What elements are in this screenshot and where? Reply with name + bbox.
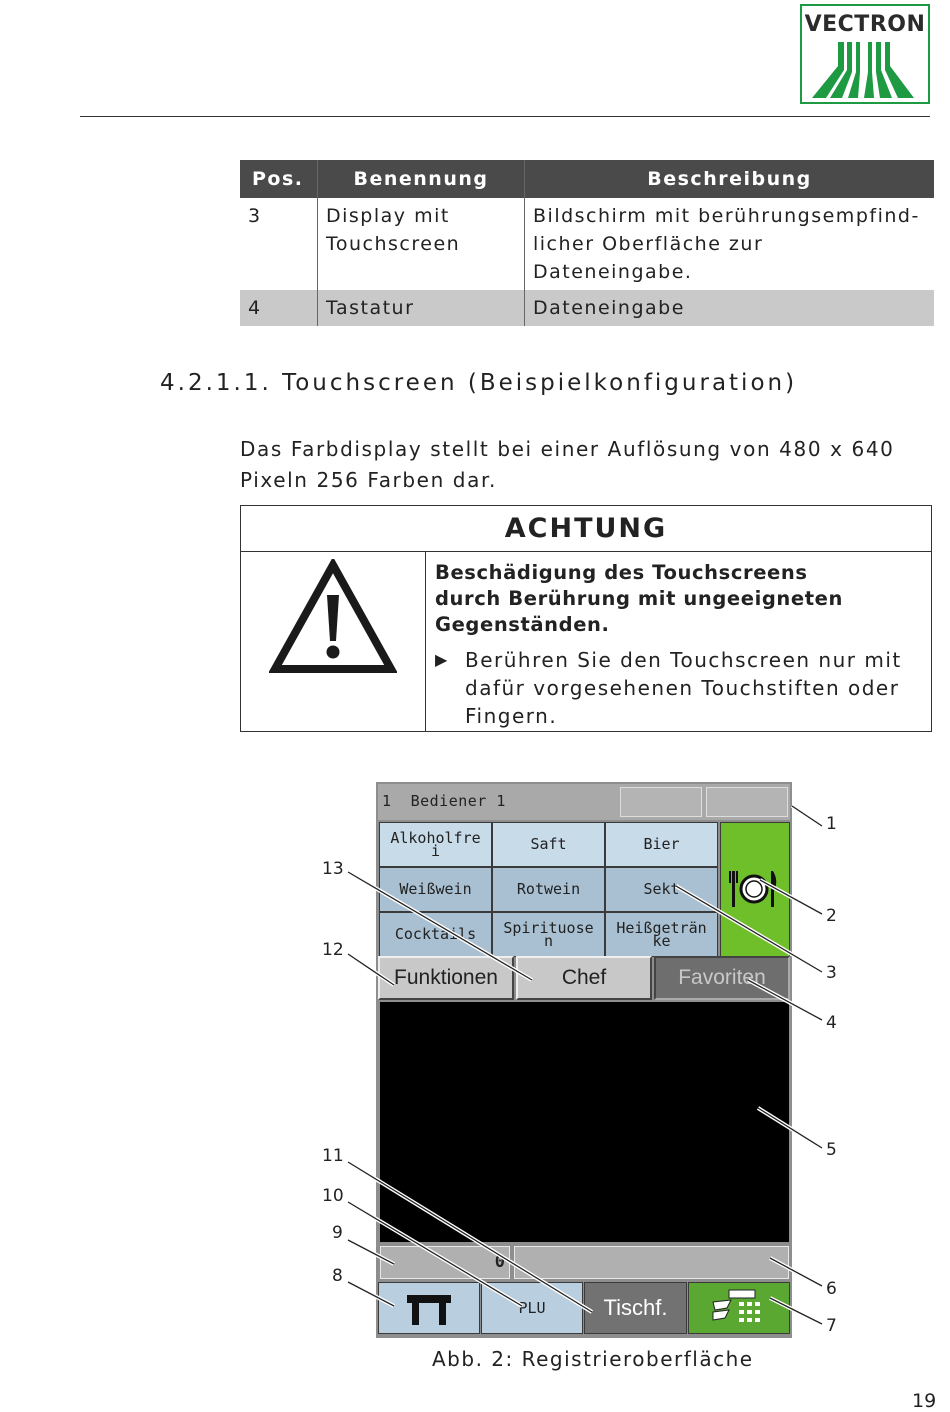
chef-button[interactable]: Chef <box>516 956 652 1000</box>
plu-button-spirituosen[interactable] <box>492 912 605 957</box>
callout-number: 5 <box>826 1140 837 1160</box>
plu-button-label: Sekt <box>643 880 680 898</box>
plu-button-cocktails[interactable] <box>379 912 492 957</box>
cell-name-line: Display mit <box>326 205 450 227</box>
plu-button-heissgetraenke[interactable] <box>605 912 718 957</box>
quantity-field <box>380 1246 510 1279</box>
plu-button-label <box>503 918 594 950</box>
column-header-description: Beschreibung <box>525 160 935 198</box>
plu-label-line: Alkoholfre <box>390 828 481 847</box>
intro-paragraph <box>240 434 900 496</box>
warning-box <box>240 505 932 732</box>
input-line-field <box>514 1246 789 1279</box>
warning-triangle-icon <box>269 559 397 675</box>
plu-button-label: Cocktails <box>394 925 477 943</box>
plu-label-line: i <box>430 841 441 860</box>
table-service-button[interactable] <box>720 822 790 957</box>
cell-name: Tastatur <box>318 290 525 326</box>
callout-number: 11 <box>322 1146 344 1166</box>
status-field <box>620 787 702 817</box>
favoriten-button[interactable]: Favoriten <box>654 956 790 1000</box>
cell-description <box>525 198 935 290</box>
plu-button-label <box>390 828 481 860</box>
warning-hazard-text <box>435 560 915 638</box>
warning-title: ACHTUNG <box>241 506 931 552</box>
cell-pos: 3 <box>240 198 318 290</box>
callout-number: 12 <box>322 940 344 960</box>
callout-number: 7 <box>826 1316 837 1336</box>
plu-button-bier[interactable] <box>605 822 718 867</box>
cell-description-line: licher Oberfläche zur Dateneingabe. <box>533 233 764 283</box>
callout-number: 2 <box>826 906 837 926</box>
logo-text: VECTRON <box>804 12 926 37</box>
status-field <box>706 787 788 817</box>
cell-pos: 4 <box>240 290 318 326</box>
callout-number: 1 <box>826 814 837 834</box>
cash-register-button[interactable] <box>688 1282 790 1334</box>
warning-hazard-line: Gegenständen. <box>435 613 610 636</box>
header-divider <box>80 116 930 117</box>
callout-number: 6 <box>826 1279 837 1299</box>
plu-button-weisswein[interactable] <box>379 867 492 912</box>
cell-description: Dateneingabe <box>525 290 935 326</box>
warning-action-line: dafür vorgesehenen Touchstiften oder <box>465 676 900 700</box>
table-icon <box>404 1289 454 1327</box>
quantity-value: 0 <box>494 1252 505 1272</box>
table-button[interactable] <box>378 1282 480 1334</box>
table-row <box>240 198 934 290</box>
column-header-pos: Pos. <box>240 160 318 198</box>
plu-button-alkoholfrei[interactable] <box>379 822 492 867</box>
plu-button-label: Rotwein <box>516 880 581 898</box>
plate-cutlery-icon <box>729 867 781 911</box>
funktionen-button[interactable]: Funktionen <box>378 956 514 1000</box>
bullet-arrow-icon: ▶ <box>435 650 449 669</box>
operator-label: 1 Bediener 1 <box>382 792 506 810</box>
intro-line: Pixeln 256 Farben dar. <box>240 468 497 492</box>
intro-line: Das Farbdisplay stellt bei einer Auflösung von 480 x 640 <box>240 437 895 461</box>
figure-caption: Abb. 2: Registrieroberfläche <box>432 1347 754 1371</box>
cell-description-line: Bildschirm mit berührungsempfind- <box>533 205 920 227</box>
plu-button-sekt[interactable] <box>605 867 718 912</box>
cell-name <box>318 198 525 290</box>
plu-button[interactable]: PLU <box>481 1282 583 1334</box>
cell-name-line: Touchscreen <box>326 233 461 255</box>
plu-label-line: Heißgeträn <box>616 918 707 937</box>
callout-number: 4 <box>826 1013 837 1033</box>
callout-number: 8 <box>332 1266 343 1286</box>
warning-action-line: Fingern. <box>465 704 558 728</box>
spec-table <box>240 160 934 326</box>
logo-mark-icon <box>808 40 922 100</box>
tischf-button[interactable]: Tischf. <box>584 1282 687 1334</box>
warning-icon-cell <box>241 551 426 731</box>
plu-label-line: Spirituose <box>503 918 594 937</box>
column-header-name: Benennung <box>318 160 525 198</box>
cash-register-icon <box>709 1288 769 1328</box>
plu-button-label <box>616 918 707 950</box>
plu-button-rotwein[interactable] <box>492 867 605 912</box>
warning-action-text <box>435 646 925 730</box>
warning-hazard-line: Beschädigung des Touchscreens <box>435 561 808 584</box>
section-heading: 4.2.1.1. Touchscreen (Beispielkonfiguration) <box>160 370 798 396</box>
plu-button-label: Saft <box>530 835 567 853</box>
table-header-row <box>240 160 934 198</box>
plu-button-label: Bier <box>643 835 680 853</box>
plu-button-label: Weißwein <box>399 880 472 898</box>
callout-number: 13 <box>322 859 344 879</box>
warning-action-item <box>435 646 925 730</box>
plu-button-saft[interactable] <box>492 822 605 867</box>
callout-number: 3 <box>826 963 837 983</box>
journal-display <box>380 1002 789 1242</box>
callout-number: 10 <box>322 1186 344 1206</box>
page-number: 19 <box>912 1390 937 1412</box>
vectron-logo <box>800 4 930 104</box>
plu-label-line: n <box>543 931 554 950</box>
warning-action-line: Berühren Sie den Touchscreen nur mit <box>465 648 902 672</box>
warning-hazard-line: durch Berührung mit ungeeigneten <box>435 587 843 610</box>
operator-bar <box>378 784 790 820</box>
table-row <box>240 290 934 326</box>
plu-label-line: ke <box>652 931 671 950</box>
callout-number: 9 <box>332 1223 343 1243</box>
